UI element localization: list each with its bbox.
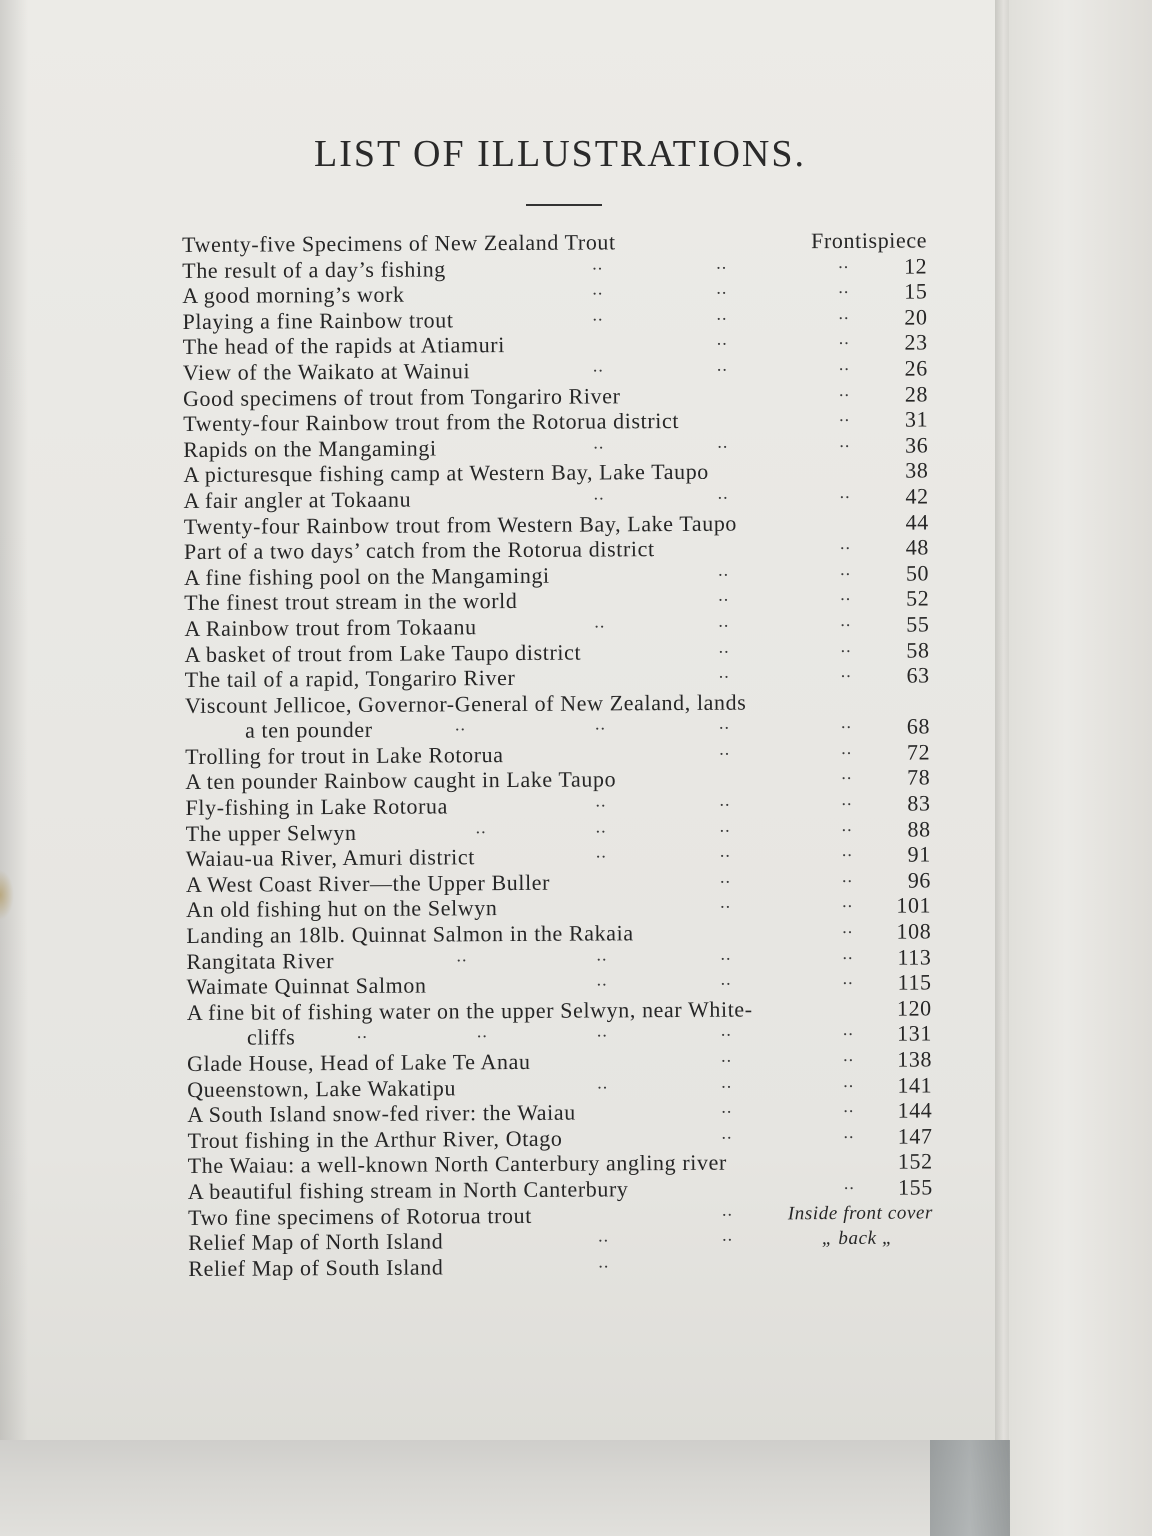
leader-dots: .. bbox=[840, 609, 852, 630]
entry-title: Fly-fishing in Lake Rotorua bbox=[185, 793, 449, 821]
leader-dots: .. bbox=[593, 483, 605, 504]
leader-dots: .. bbox=[721, 1199, 734, 1220]
leader-dots: .. bbox=[716, 354, 728, 375]
leader-dots: .. bbox=[718, 559, 730, 580]
entry-title: The result of a day’s fishing bbox=[182, 255, 446, 283]
entry-page: 113 bbox=[897, 944, 932, 970]
entry-title: A fair angler at Tokaanu bbox=[183, 486, 412, 513]
leader-dots: .. bbox=[842, 1044, 855, 1065]
entry-page: 155 bbox=[897, 1174, 933, 1200]
leader-dots: .. bbox=[717, 431, 729, 452]
entry-page: 68 bbox=[906, 713, 931, 739]
entry-page: 36 bbox=[905, 432, 929, 458]
list-item bbox=[188, 1251, 933, 1281]
entry-page: Inside front cover bbox=[787, 1201, 934, 1224]
entry-page: 52 bbox=[905, 585, 930, 611]
entry-title: Playing a fine Rainbow trout bbox=[182, 307, 454, 334]
entry-title: A Rainbow trout from Tokaanu bbox=[184, 614, 477, 641]
leader-dots: .. bbox=[842, 916, 854, 938]
entry-title: A good morning’s work bbox=[182, 281, 405, 309]
leader-dots: .. bbox=[840, 712, 853, 733]
entry-page: 26 bbox=[904, 355, 928, 381]
leader-dots: .. bbox=[841, 814, 853, 835]
entry-title: Rangitata River bbox=[186, 947, 335, 974]
leader-dots: .. bbox=[720, 1045, 733, 1066]
entry-title: Glade House, Head of Lake Te Anau bbox=[187, 1048, 531, 1076]
leader-dots: .. bbox=[718, 661, 730, 682]
entry-title: Twenty-five Specimens of New Zealand Trout bbox=[182, 229, 616, 257]
leader-dots: .. bbox=[838, 353, 850, 374]
entry-title: The Waiau: a well-known North Canterbury angling river bbox=[187, 1150, 727, 1179]
entry-page: 20 bbox=[904, 304, 928, 330]
leader-dots: .. bbox=[719, 789, 731, 810]
entry-title: Relief Map of South Island bbox=[188, 1254, 444, 1281]
entry-page: 152 bbox=[897, 1148, 933, 1175]
entry-title: a ten pounder bbox=[244, 717, 373, 743]
entry-page: 131 bbox=[897, 1020, 932, 1047]
leader-dots: .. bbox=[839, 481, 851, 502]
entry-page: 88 bbox=[907, 816, 931, 842]
leader-dots: .. bbox=[594, 611, 606, 632]
page-title: LIST OF ILLUSTRATIONS. bbox=[314, 133, 806, 175]
entry-title: View of the Waikato at Wainui bbox=[182, 358, 471, 385]
entry-page: „ back „ bbox=[821, 1227, 894, 1250]
page-edge bbox=[995, 0, 1009, 1470]
leader-dots: .. bbox=[838, 251, 850, 272]
entry-page: 96 bbox=[907, 867, 932, 893]
leader-dots: .. bbox=[595, 790, 607, 811]
entry-page: 108 bbox=[896, 918, 932, 944]
leader-dots: .. bbox=[842, 968, 854, 989]
leader-dots: .. bbox=[456, 944, 468, 965]
entry-page: 120 bbox=[896, 995, 932, 1021]
leader-dots: .. bbox=[843, 1172, 855, 1193]
leader-dots: .. bbox=[838, 379, 851, 400]
entry-title: A beautiful fishing stream in North Canterbury bbox=[187, 1176, 629, 1204]
entry-title: Waimate Quinnat Salmon bbox=[186, 972, 427, 1000]
entry-title: Rapids on the Mangamingi bbox=[183, 435, 437, 462]
leader-dots: .. bbox=[721, 1122, 733, 1143]
entry-page: 15 bbox=[904, 278, 928, 304]
entry-title: A picturesque fishing camp at Western Bay, Lake Taupo bbox=[183, 459, 709, 488]
leader-dots: .. bbox=[594, 713, 607, 734]
leader-dots: .. bbox=[843, 1070, 855, 1091]
leader-dots: .. bbox=[476, 1021, 488, 1042]
entry-title: A fine fishing pool on the Mangamingi bbox=[184, 562, 550, 590]
leader-dots: .. bbox=[718, 610, 730, 631]
entry-title: Good specimens of trout from Tongariro River bbox=[182, 382, 621, 411]
entry-page: 91 bbox=[907, 841, 931, 867]
entry-page: 23 bbox=[904, 329, 928, 355]
leader-dots: .. bbox=[840, 635, 852, 656]
leader-dots: .. bbox=[598, 1251, 610, 1272]
entry-title: A basket of trout from Lake Taupo district bbox=[184, 639, 582, 667]
entry-title: Twenty-four Rainbow trout from the Rotorua district bbox=[183, 408, 680, 437]
leader-dots: .. bbox=[841, 737, 853, 758]
leader-dots: .. bbox=[592, 355, 604, 376]
entry-title: The upper Selwyn bbox=[185, 819, 357, 846]
entry-title: A West Coast River—the Upper Buller bbox=[185, 869, 551, 897]
leader-dots: .. bbox=[720, 892, 732, 913]
entry-page: 83 bbox=[907, 790, 931, 816]
leader-dots: .. bbox=[840, 661, 852, 682]
leader-dots: .. bbox=[596, 1020, 608, 1041]
leader-dots: .. bbox=[841, 840, 853, 861]
leader-dots: .. bbox=[843, 1096, 855, 1117]
leader-dots: .. bbox=[840, 558, 852, 579]
entry-title: An old fishing hut on the Selwyn bbox=[186, 895, 498, 923]
entry-page: 50 bbox=[905, 560, 930, 586]
leader-dots: .. bbox=[718, 636, 730, 657]
entry-page: 48 bbox=[905, 534, 930, 560]
leader-dots: .. bbox=[722, 1224, 734, 1245]
leader-dots: .. bbox=[842, 942, 854, 963]
leader-dots: .. bbox=[721, 1096, 733, 1117]
entry-page: 138 bbox=[897, 1046, 933, 1072]
entry-page: 144 bbox=[897, 1097, 933, 1123]
leader-dots: .. bbox=[842, 891, 854, 912]
leader-dots: .. bbox=[596, 944, 608, 965]
leader-dots: .. bbox=[719, 840, 731, 861]
leader-dots: .. bbox=[839, 405, 851, 426]
leader-dots: .. bbox=[716, 303, 728, 324]
leader-dots: .. bbox=[596, 969, 608, 990]
entry-page: 38 bbox=[905, 457, 929, 483]
leader-dots: .. bbox=[841, 763, 853, 784]
leader-dots: .. bbox=[597, 1072, 609, 1093]
leader-dots: .. bbox=[720, 968, 732, 989]
entry-page: 63 bbox=[906, 662, 930, 688]
leader-dots: .. bbox=[593, 432, 605, 453]
entry-title: Part of a two days’ catch from the Rotorua district bbox=[183, 536, 655, 565]
leader-dots: .. bbox=[592, 278, 604, 299]
entry-page: 101 bbox=[896, 892, 932, 919]
leader-dots: .. bbox=[842, 1019, 854, 1040]
entry-title: Landing an 18lb. Quinnat Salmon in the Rakaia bbox=[186, 920, 634, 949]
page-stain bbox=[0, 870, 14, 920]
entry-title: Trolling for trout in Lake Rotorua bbox=[185, 741, 504, 769]
leader-dots: .. bbox=[718, 584, 730, 606]
entry-page: 141 bbox=[897, 1072, 933, 1098]
entry-title: Twenty-four Rainbow trout from Western Bay, Lake Taupo bbox=[183, 510, 738, 539]
leader-dots: .. bbox=[843, 1121, 855, 1142]
leader-dots: .. bbox=[839, 533, 851, 554]
leader-dots: .. bbox=[454, 714, 467, 735]
leader-dots: .. bbox=[595, 841, 607, 862]
leader-dots: .. bbox=[592, 304, 604, 325]
entry-page: 58 bbox=[906, 636, 930, 663]
leader-dots: .. bbox=[838, 302, 850, 323]
entry-page: 31 bbox=[904, 406, 929, 432]
entry-page: 12 bbox=[903, 253, 928, 279]
leader-dots: .. bbox=[841, 788, 853, 810]
leader-dots: .. bbox=[721, 1071, 733, 1092]
leader-dots: .. bbox=[839, 430, 851, 451]
entry-page: 44 bbox=[905, 508, 929, 535]
entry-title: Trout fishing in the Arthur River, Otago bbox=[187, 1125, 563, 1153]
entry-title: Queenstown, Lake Wakatipu bbox=[187, 1074, 457, 1102]
leader-dots: .. bbox=[475, 816, 487, 837]
entry-title: Viscount Jellicoe, Governor-General of New Zealand, lands bbox=[184, 689, 747, 718]
leader-dots: .. bbox=[719, 866, 732, 887]
leader-dots: .. bbox=[720, 1020, 732, 1041]
title-rule bbox=[526, 204, 602, 206]
leader-dots: .. bbox=[719, 738, 731, 759]
leader-dots: .. bbox=[720, 943, 732, 964]
entry-page: 42 bbox=[905, 483, 929, 509]
entry-title: Two fine specimens of Rotorua trout bbox=[187, 1202, 532, 1230]
entry-page: 115 bbox=[897, 969, 932, 995]
entry-page: 147 bbox=[897, 1123, 933, 1149]
leader-dots: .. bbox=[356, 1022, 368, 1043]
entry-title: Relief Map of North Island bbox=[188, 1228, 444, 1256]
leader-dots: .. bbox=[716, 252, 728, 273]
book-board bbox=[1009, 0, 1152, 1536]
leader-dots: .. bbox=[716, 329, 728, 350]
spine-shadow bbox=[0, 0, 28, 1440]
entry-title: The finest trout stream in the world bbox=[184, 588, 518, 616]
entry-title: A fine bit of fishing water on the upper Selwyn, near White- bbox=[186, 996, 753, 1025]
leader-dots: .. bbox=[592, 253, 604, 274]
leader-dots: .. bbox=[717, 482, 729, 503]
leader-dots: .. bbox=[841, 865, 854, 886]
entry-page: 28 bbox=[904, 381, 929, 407]
leader-dots: .. bbox=[598, 1225, 610, 1246]
leader-dots: .. bbox=[595, 816, 607, 837]
entry-title: Waiau-ua River, Amuri district bbox=[185, 844, 475, 872]
entry-title: A ten pounder Rainbow caught in Lake Taupo bbox=[185, 766, 617, 795]
leader-dots: .. bbox=[718, 712, 731, 734]
leader-dots: .. bbox=[716, 277, 728, 298]
leader-dots: .. bbox=[719, 815, 731, 836]
cloth-cover bbox=[930, 1440, 1010, 1536]
bottom-shadow bbox=[0, 1440, 1009, 1536]
entry-title: A South Island snow-fed river: the Waiau bbox=[187, 1099, 576, 1128]
entry-page: 55 bbox=[906, 611, 930, 637]
entry-title: The tail of a rapid, Tongariro River bbox=[184, 665, 516, 693]
leader-dots: .. bbox=[838, 328, 850, 349]
leader-dots: .. bbox=[840, 584, 852, 605]
illustrations-list bbox=[182, 227, 933, 1281]
entry-page: 78 bbox=[907, 764, 931, 791]
entry-title: The head of the rapids at Atiamuri bbox=[182, 332, 505, 360]
entry-title: cliffs bbox=[246, 1024, 296, 1051]
leader-dots: .. bbox=[838, 277, 850, 298]
entry-page: Frontispiece bbox=[811, 227, 928, 254]
entry-page: 72 bbox=[906, 739, 931, 765]
